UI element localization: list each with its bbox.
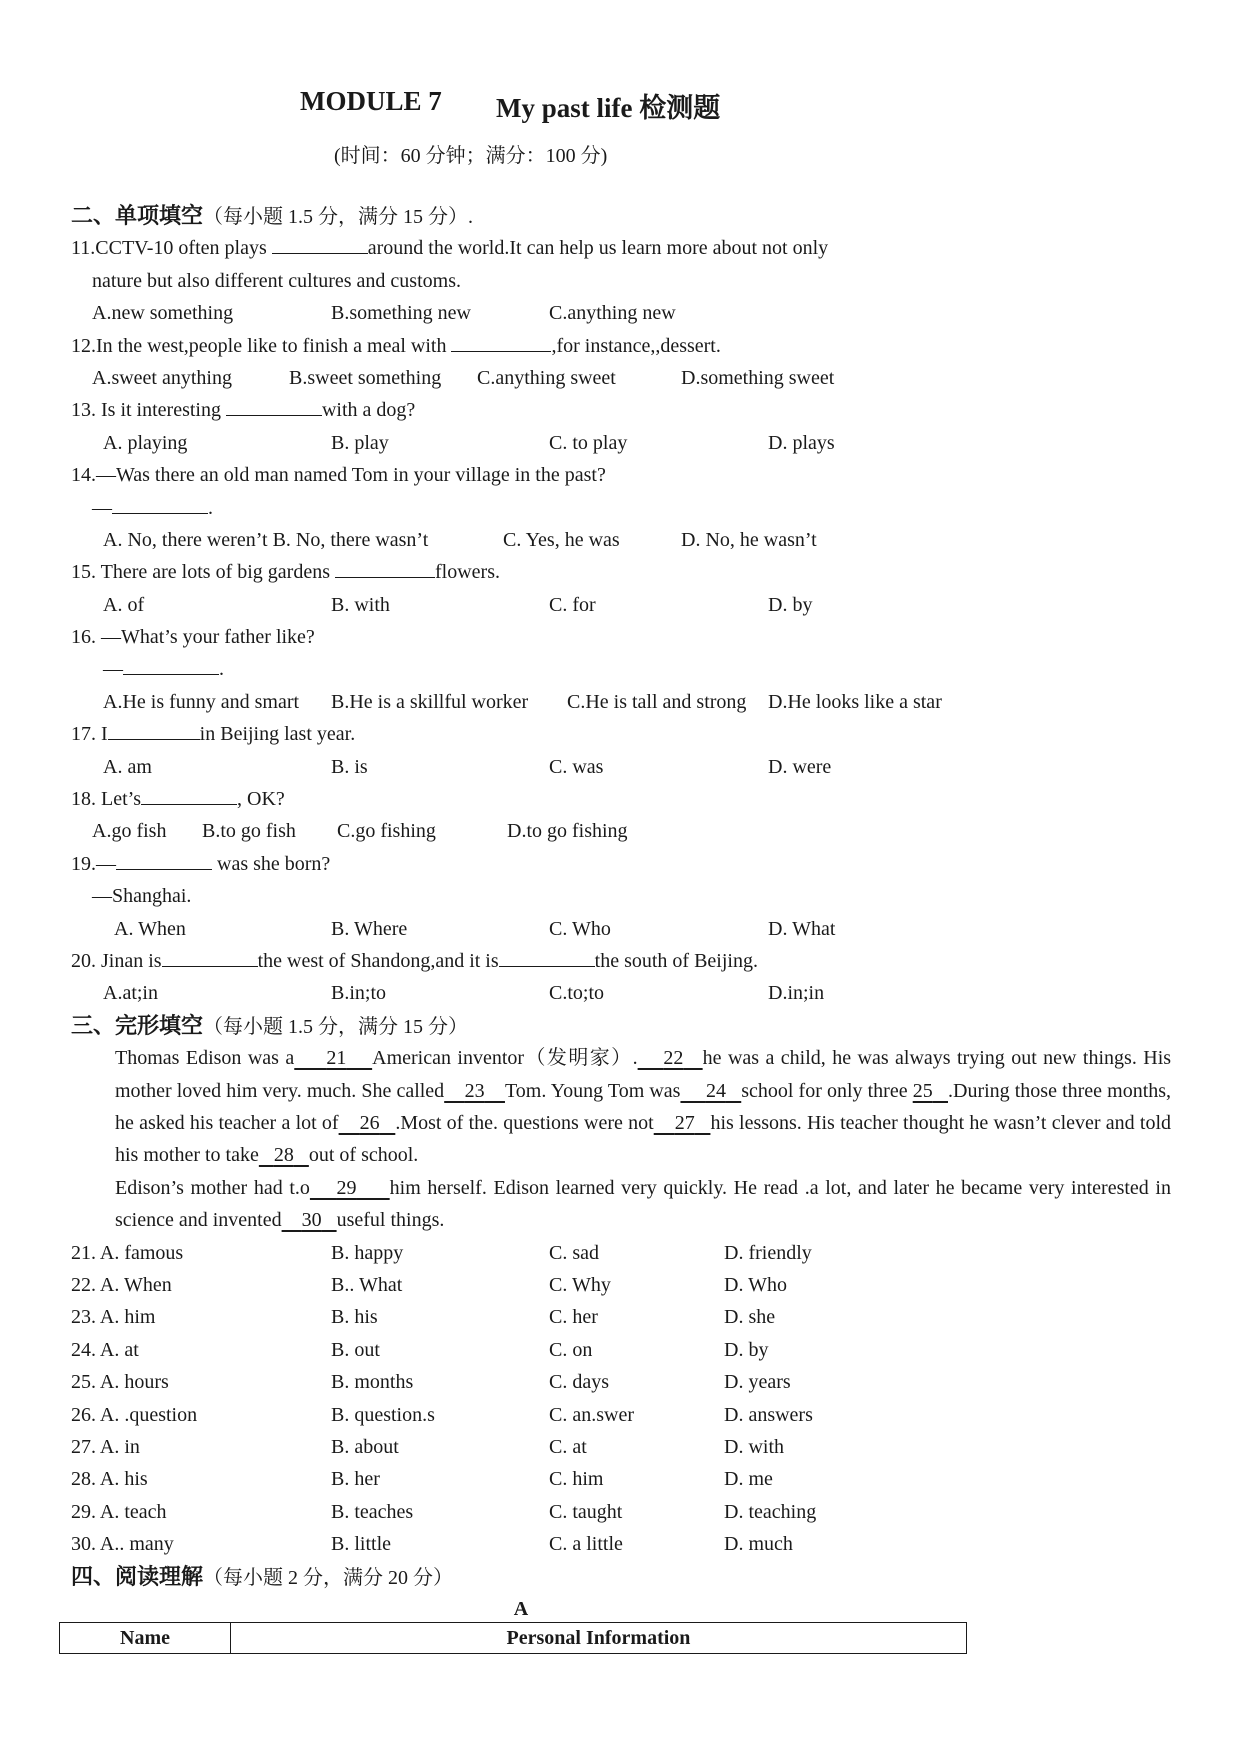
blank-27: 27 [674,1111,695,1134]
question-19: 19.— was she born? [71,848,1171,880]
table-header-info: Personal Information [231,1623,967,1654]
option-d: D. were [768,755,832,778]
option-c: C.to;to [549,982,605,1005]
question-16: 16. —What’s your father like? [71,626,315,649]
blank-22: 22 [663,1047,684,1070]
title-module: MODULE 7 [300,86,442,116]
option-d: D.to go fishing [507,820,628,843]
option-c: C.anything new [549,302,676,325]
option-a: A.go fish [92,820,167,843]
option-a: A.new something [92,302,234,325]
cloze-option-row: 28. A. his B. her C. him D. me [71,1468,773,1491]
option-b: B. is [331,755,368,778]
answer-blank [451,331,551,352]
section-heading-cloze: 三、完形填空（每小题 1.5 分，满分 15 分） [71,1012,469,1038]
option-c: C. for [549,593,596,616]
option-d: D.He looks like a star [768,690,942,713]
option-b: B.sweet something [289,366,442,389]
title-topic: My past life 检测题 [496,93,721,123]
question-14: 14.—Was there an old man named Tom in your village in the past? [71,464,606,487]
cloze-options [71,1237,1171,1561]
option-b: B. Where [331,917,408,940]
option-d: D. plays [768,431,835,454]
table-header-row [60,1623,967,1654]
question-16-response: — . [71,653,1171,685]
answer-blank [162,946,258,967]
blank-29: 29 [336,1176,357,1199]
question-14-options [71,524,1171,556]
question-19-answer: —Shanghai. [92,885,192,908]
option-c: C.He is tall and strong [567,690,747,713]
cloze-option-row: 24. A. at B. out C. on D. by [71,1338,769,1361]
option-d: D. What [768,917,836,940]
answer-blank [123,654,219,675]
cloze-option-row: 23. A. him B. his C. her D. she [71,1306,776,1329]
cloze-option-row: 22. A. When B.. What C. Why D. Who [71,1273,787,1296]
question-15-options [71,589,1171,621]
answer-blank [116,849,212,870]
cloze-option-row: 26. A. .question B. question.s C. an.swer D. answers [71,1403,813,1426]
question-18-options [71,815,1171,847]
exam-time-score: (时间：60 分钟；满分：100 分) [334,145,608,167]
answer-blank [499,946,595,967]
question-14-response: — . [71,492,1171,524]
option-ab: A. No, there weren’t B. No, there wasn’t [103,528,429,551]
option-c: C. was [549,755,604,778]
option-b: B. with [331,593,390,616]
question-12: 12.In the west,people like to finish a meal with ,for instance,,dessert. [71,330,1171,362]
question-17-options [71,751,1171,783]
reading-part-label: A [513,1597,529,1620]
option-a: A. of [103,593,145,616]
exam-content [71,200,1171,1625]
question-15: 15. There are lots of big gardens flowers. [71,556,1171,588]
cloze-option-row: 27. A. in B. about C. at D. with [71,1435,784,1458]
cloze-passage-paragraph-2: Edison’s mother had t.o 29 him herself. Edison learned very quickly. He read .a lot, and later he became very interested in science and invented 30 useful things. [115,1176,1171,1232]
option-a: A. playing [103,431,188,454]
option-b: B.in;to [331,982,387,1005]
option-c: C. Yes, he was [503,528,620,551]
question-20-options [71,977,1171,1009]
blank-28: 28 [273,1144,294,1167]
blank-26: 26 [359,1111,380,1134]
question-19-options [71,913,1171,945]
option-b: B.something new [331,302,471,325]
question-12-options [71,362,1171,394]
question-13-options [71,427,1171,459]
option-c: C.anything sweet [477,366,616,389]
option-a: A. am [103,755,152,778]
option-a: A.at;in [103,982,158,1005]
section-heading-reading: 四、阅读理解（每小题 2 分，满分 20 分） [71,1563,454,1589]
option-b: B.to go fish [202,820,296,843]
option-b: B.He is a skillful worker [331,690,529,713]
question-18: 18. Let’s , OK? [71,783,1171,815]
option-a: A. When [114,917,186,940]
blank-25: 25 [912,1079,933,1102]
blank-21: 21 [326,1047,347,1070]
answer-blank [272,233,368,254]
cloze-option-row: 25. A. hours B. months C. days D. years [71,1371,791,1394]
personal-info-table [59,1622,967,1654]
option-c: C.go fishing [337,820,436,843]
blank-23: 23 [464,1079,485,1102]
table-header-name: Name [60,1623,231,1654]
option-d: D.something sweet [681,366,835,389]
answer-blank [226,395,322,416]
question-11: 11.CCTV-10 often plays around the world.It can help us learn more about not only [71,232,1171,264]
question-13: 13. Is it interesting with a dog? [71,394,1171,426]
cloze-option-row: 21. A. famous B. happy C. sad D. friendly [71,1241,812,1264]
cloze-passage-paragraph-1: Thomas Edison was a 21 American inventor（发明家）. 22 he was a child, he was always trying out new things. His mother loved him very. much. She called 23 Tom. Young Tom was 24 school for only three 25 .During those three months, he asked his teacher a lot of 26 .Most of the. questions were not 27 his lessons. His teacher thought he wasn’t clever and told his mother to take 28 out of school. [115,1047,1172,1167]
section-heading-single-choice: 二、单项填空（每小题 1.5 分，满分 15 分）. [71,203,474,228]
option-d: D. by [768,593,813,616]
option-c: C. to play [549,431,628,454]
option-c: C. Who [549,917,611,940]
blank-30: 30 [301,1209,322,1232]
question-20: 20. Jinan is the west of Shandong,and it is the south of Beijing. [71,945,1171,977]
cloze-option-row: 29. A. teach B. teaches C. taught D. teaching [71,1500,817,1523]
question-11-options [71,297,1171,329]
cloze-option-row: 30. A.. many B. little C. a little D. much [71,1533,793,1556]
answer-blank [141,784,237,805]
option-a: A.sweet anything [92,366,232,389]
option-d: D.in;in [768,982,825,1005]
answer-blank [335,557,435,578]
answer-blank [108,719,200,740]
option-a: A.He is funny and smart [103,690,300,713]
answer-blank [112,493,208,514]
option-d: D. No, he wasn’t [681,528,817,551]
question-17: 17. I in Beijing last year. [71,718,1171,750]
question-11-cont: nature but also different cultures and customs. [92,269,461,292]
blank-24: 24 [705,1079,726,1102]
option-b: B. play [331,431,389,454]
question-16-options [71,686,1171,718]
